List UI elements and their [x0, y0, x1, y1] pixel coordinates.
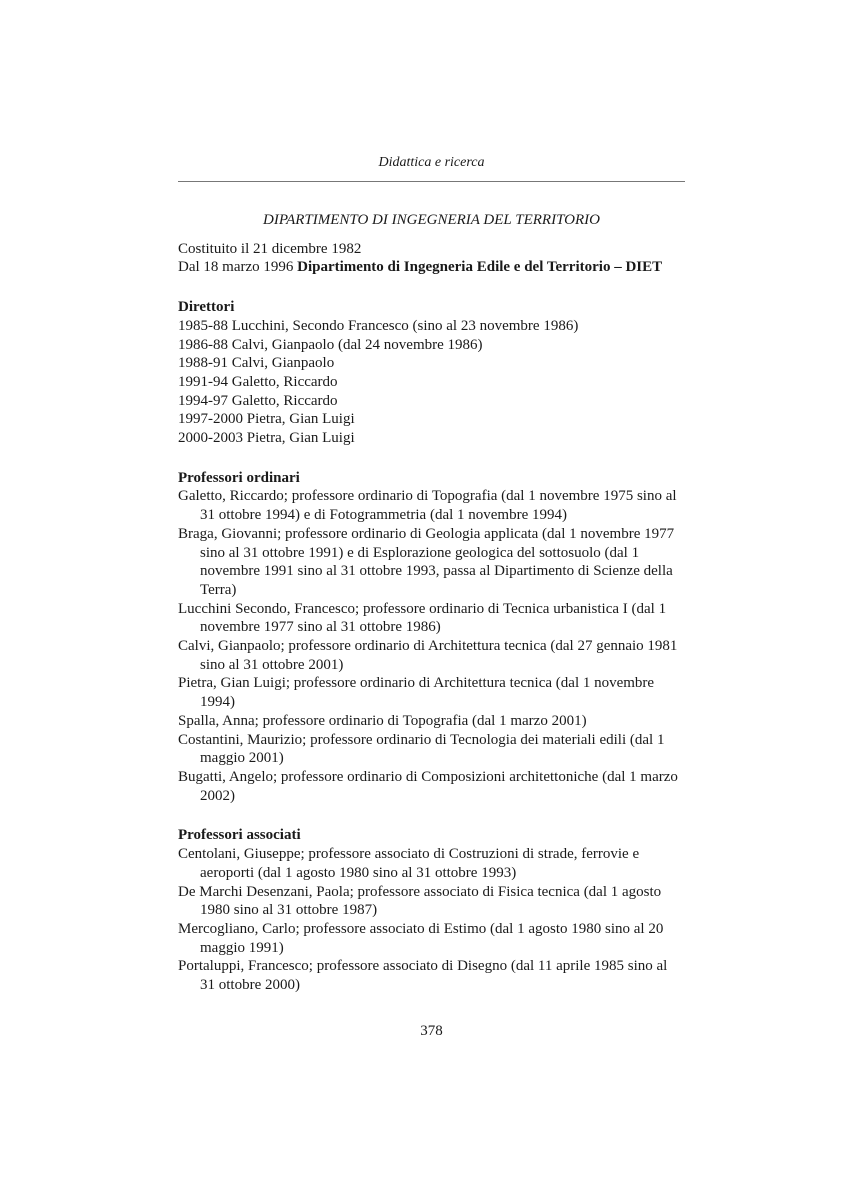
running-head: Didattica e ricerca: [378, 155, 485, 170]
list-item: Centolani, Giuseppe; professore associato di Costruzioni di strade, ferrovie e aeroporti (dal 1 agosto 1980 sino al 31 ottobre 1993): [178, 846, 640, 881]
section-heading-ordinari: Professori ordinari: [178, 469, 300, 486]
list-item: Braga, Giovanni; professore ordinario di Geologia applicata (dal 1 novembre 1977 sino al 31 ottobre 1991) e di Esplorazione geologica del sottosuolo (dal 1 novembre 1991 sino al 31 ottobre 1993, passa al Dipartimento di Scienze della Terra): [178, 525, 675, 598]
renamed-line: [178, 258, 685, 277]
list-item: Pietra, Gian Luigi; professore ordinario di Architettura tecnica (dal 1 novembre 1994): [178, 675, 655, 711]
list-item: Calvi, Gianpaolo; professore ordinario di Architettura tecnica (dal 27 gennaio 1981 sino al 31 ottobre 2001): [178, 638, 678, 673]
associati-list: [178, 845, 685, 995]
list-item: 1997-2000 Pietra, Gian Luigi: [178, 411, 355, 428]
founded-line: Costituito il 21 dicembre 1982: [178, 240, 362, 257]
list-item: Lucchini Secondo, Francesco; professore ordinario di Tecnica urbanistica I (dal 1 novembre 1977 sino al 31 ottobre 1986): [178, 600, 667, 636]
direttori-list: [178, 317, 685, 448]
list-item: Portaluppi, Francesco; professore associato di Disegno (dal 11 aprile 1985 sino al 31 ottobre 2000): [178, 958, 668, 994]
list-item: Costantini, Maurizio; professore ordinario di Tecnologia dei materiali edili (dal 1 maggio 2001): [178, 731, 665, 767]
list-item: De Marchi Desenzani, Paola; professore associato di Fisica tecnica (dal 1 agosto 1980 sino al 31 ottobre 1987): [178, 883, 662, 919]
list-item: 1988-91 Calvi, Gianpaolo: [178, 355, 335, 372]
renamed-department-name: Dipartimento di Ingegneria Edile e del Territorio – DIET: [297, 259, 663, 276]
list-item: Mercogliano, Carlo; professore associato di Estimo (dal 1 agosto 1980 sino al 20 maggio 1991): [178, 920, 664, 956]
page-body: [178, 211, 685, 995]
list-item: Bugatti, Angelo; professore ordinario di Composizioni architettoniche (dal 1 marzo 2002): [178, 768, 678, 804]
list-item: 1985-88 Lucchini, Secondo Francesco (sino al 23 novembre 1986): [178, 317, 579, 334]
section-heading-associati: Professori associati: [178, 827, 301, 844]
list-item: 1991-94 Galetto, Riccardo: [178, 373, 338, 390]
list-item: 2000-2003 Pietra, Gian Luigi: [178, 430, 355, 447]
list-item: 1994-97 Galetto, Riccardo: [178, 392, 338, 409]
page-number: 378: [420, 1023, 443, 1039]
list-item: Galetto, Riccardo; professore ordinario di Topografia (dal 1 novembre 1975 sino al 31 ottobre 1994) e di Fotogrammetria (dal 1 novembre 1994): [178, 488, 677, 524]
list-item: 1986-88 Calvi, Gianpaolo (dal 24 novembre 1986): [178, 336, 483, 353]
page: [178, 0, 685, 1200]
header-rule: [178, 181, 685, 182]
section-heading-direttori: Direttori: [178, 299, 235, 316]
ordinari-list: [178, 487, 685, 805]
renamed-prefix: Dal 18 marzo 1996: [178, 259, 298, 276]
list-item: Spalla, Anna; professore ordinario di Topografia (dal 1 marzo 2001): [178, 712, 587, 729]
department-title: DIPARTIMENTO DI INGEGNERIA DEL TERRITORIO: [263, 212, 600, 228]
